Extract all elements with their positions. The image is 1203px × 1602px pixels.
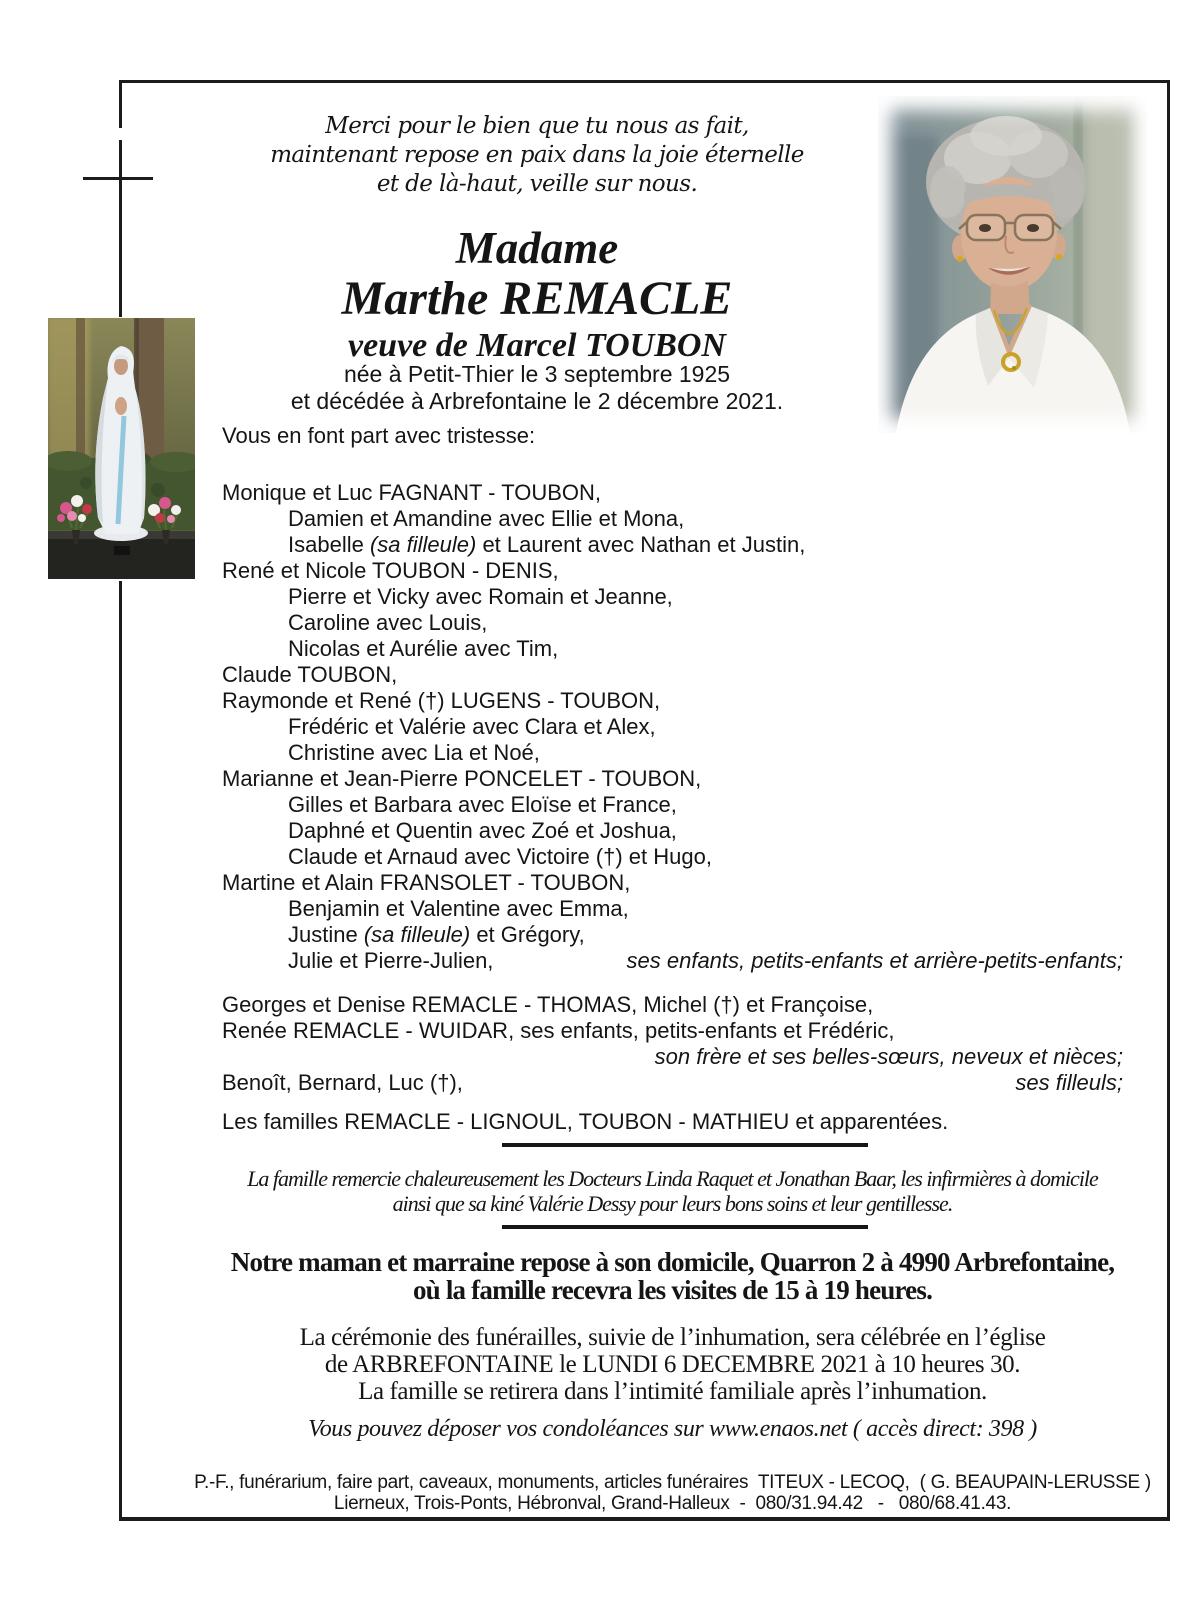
family-line (222, 688, 1123, 714)
family-line-text: René et Nicole TOUBON - DENIS, (222, 558, 559, 583)
family-line (222, 532, 1123, 558)
families-closing: Les familles REMACLE - LIGNOUL, TOUBON - MATHIEU et apparentées. (222, 1109, 949, 1134)
frame-left-middle (119, 140, 122, 317)
family-line-text: Damien et Amandine avec Ellie et Mona, (288, 506, 685, 531)
family-line (222, 480, 1123, 506)
divider-rule-bottom (502, 1225, 868, 1229)
frame-left-lower (119, 581, 122, 1517)
family-line (222, 584, 1123, 610)
deceased-birth: née à Petit-Thier le 3 septembre 1925 (343, 361, 731, 387)
statue-photo (48, 318, 195, 579)
family-line (222, 506, 1123, 532)
cross-icon (83, 177, 153, 180)
family-line-text: Isabelle (sa filleule) et Laurent avec Nathan et Justin, (288, 532, 806, 557)
deceased-death: et décédée à Arbrefontaine le 2 décembre 2021. (290, 388, 784, 414)
family-line (222, 714, 1123, 740)
relation-note: ses enfants, petits-enfants et arrière-petits-enfants; (626, 948, 1123, 973)
family-line (222, 766, 1123, 792)
family-line (222, 844, 1123, 870)
family-line (222, 818, 1123, 844)
family-line (222, 870, 1123, 896)
family-line-text: Justine (sa filleule) et Grégory, (288, 922, 585, 947)
family-line (222, 1018, 1123, 1044)
family-line-text: Frédéric et Valérie avec Clara et Alex, (288, 714, 656, 739)
family-line (222, 610, 1123, 636)
epitaph-line: et de là-haut, veille sur nous. (376, 171, 698, 197)
funeral-home-footer (172, 1472, 1173, 1514)
deceased-title: Madame (455, 223, 619, 273)
family-line (222, 896, 1123, 922)
family-line-text: Georges et Denise REMACLE - THOMAS, Michel (†) et Françoise, (222, 992, 874, 1017)
epitaph (222, 112, 852, 199)
deceased-widow-of: veuve de Marcel TOUBON (347, 327, 726, 364)
family-line-text: Benjamin et Valentine avec Emma, (288, 896, 629, 921)
epitaph-line: maintenant repose en paix dans la joie éternelle (270, 142, 804, 168)
family-line-text: Renée REMACLE - WUIDAR, ses enfants, petits-enfants et Frédéric, (222, 1018, 895, 1043)
frame-bottom (119, 1517, 1170, 1521)
family-line-text: Christine avec Lia et Noé, (288, 740, 540, 765)
family-line-text: Monique et Luc FAGNANT - TOUBON, (222, 480, 602, 505)
family-line-text: Daphné et Quentin avec Zoé et Joshua, (288, 818, 677, 843)
family-line-text: Claude et Arnaud avec Victoire (†) et Hugo, (288, 844, 712, 869)
ceremony-line: La cérémonie des funérailles, suivie de l’inhumation, sera célébrée en l’église (299, 1324, 1046, 1351)
thanks-line: ainsi que sa kiné Valérie Dessy pour leurs bons soins et leur gentillesse. (392, 1191, 953, 1216)
repose-line: où la famille recevra les visites de 15 à 19 heures. (412, 1275, 933, 1305)
thanks-line: La famille remercie chaleureusement les Docteurs Linda Raquet et Jonathan Baar, les infirmières à domicile (247, 1166, 1098, 1191)
family-line-text: Caroline avec Louis, (288, 610, 488, 635)
family-line-text: Julie et Pierre-Julien, (288, 948, 494, 973)
condolences-note: Vous pouvez déposer vos condoléances sur www.enaos.net ( accès direct: 398 ) (308, 1416, 1037, 1442)
thanks-note (172, 1166, 1173, 1216)
family-line-text: Gilles et Barbara avec Eloïse et France, (288, 792, 677, 817)
family-line (222, 948, 1123, 974)
family-line-text: Pierre et Vicky avec Romain et Jeanne, (288, 584, 673, 609)
family-line-text: Benoît, Bernard, Luc (†), (222, 1070, 463, 1095)
family-line-text: Marianne et Jean-Pierre PONCELET - TOUBON, (222, 766, 702, 791)
announcement-intro: Vous en font part avec tristesse: (222, 423, 536, 448)
footer-line: Lierneux, Trois-Ponts, Hébronval, Grand-Halleux - 080/31.94.42 - 080/68.41.43. (333, 1493, 1012, 1514)
relation-note: ses filleuls; (1015, 1070, 1123, 1095)
family-list (222, 480, 1123, 1096)
family-line (222, 558, 1123, 584)
epitaph-line: Merci pour le bien que tu nous as fait, (325, 113, 749, 139)
family-line-text: Nicolas et Aurélie avec Tim, (288, 636, 559, 661)
ceremony-line: La famille se retirera dans l’intimité familiale après l’inhumation. (358, 1378, 987, 1405)
family-line (222, 662, 1123, 688)
family-line (222, 992, 1123, 1018)
family-line-text: Claude TOUBON, (222, 662, 398, 687)
repose-notice (172, 1248, 1173, 1304)
family-line (222, 922, 1123, 948)
family-line-text: Martine et Alain FRANSOLET - TOUBON, (222, 870, 631, 895)
family-line-text: Raymonde et René (†) LUGENS - TOUBON, (222, 688, 661, 713)
deceased-name: Marthe REMACLE (341, 272, 733, 325)
family-line (222, 636, 1123, 662)
frame-left-upper (119, 80, 122, 128)
family-line (222, 1044, 1123, 1070)
footer-line: P.-F., funérarium, faire part, caveaux, monuments, articles funéraires TITEUX - LECOQ, ( G. BEAUPAIN-LERUSSE ) (194, 1472, 1151, 1493)
repose-line: Notre maman et marraine repose à son domicile, Quarron 2 à 4990 Arbrefontaine, (230, 1247, 1115, 1277)
portrait-photo (878, 96, 1147, 433)
relation-note: son frère et ses belles-sœurs, neveux et nièces; (654, 1044, 1123, 1069)
ceremony-notice (172, 1324, 1173, 1405)
family-line (222, 1070, 1123, 1096)
family-line (222, 740, 1123, 766)
family-line (222, 792, 1123, 818)
divider-rule-top (502, 1143, 868, 1147)
frame-right (1167, 80, 1170, 1521)
ceremony-line: de ARBREFONTAINE le LUNDI 6 DECEMBRE 2021 à 10 heures 30. (324, 1351, 1021, 1378)
frame-top (119, 80, 1170, 83)
